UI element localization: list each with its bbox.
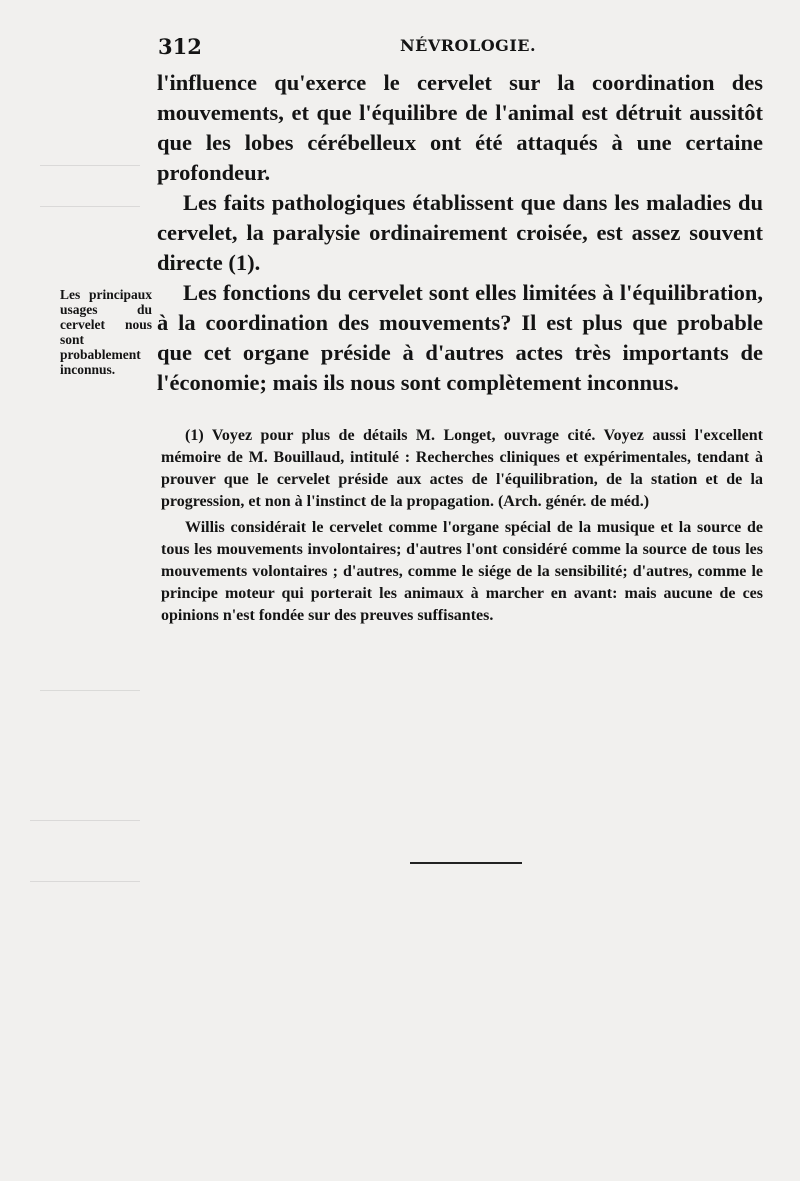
margin-note: Les principaux usages du cervelet nous sont probablement inconnus. xyxy=(60,287,152,377)
paragraph-3: Les fonctions du cervelet sont elles limitées à l'équilibration, à la coordination des mouvements? Il est plus que probable que cet organe préside à d'autres actes très importants de l'économie; mais ils nous sont complètement inconnus. xyxy=(157,280,763,395)
main-text xyxy=(157,68,763,398)
show-through-texture xyxy=(40,690,140,711)
footnote-continuation: Willis considérait le cervelet comme l'organe spécial de la musique et la source de tous les mouvements involontaires; d'autres l'ont considéré comme la source de tous les mouvements volontaires ; d'autres, comme le siége de la sensibilité; d'autres, comme le principe moteur qui porterait les animaux à marcher en avant: mais aucune de ces opinions n'est fondée sur des preuves suffisantes. xyxy=(161,519,763,624)
show-through-texture xyxy=(30,820,140,882)
page-header xyxy=(150,34,760,64)
section-divider xyxy=(410,862,522,864)
paragraph-2: Les faits pathologiques établissent que dans les maladies du cervelet, la paralysie ordinairement croisée, est assez souvent directe (1). xyxy=(157,190,763,275)
paragraph-1: l'influence qu'exerce le cervelet sur la coordination des mouvements, et que l'équilibre de l'animal est détruit aussitôt que les lobes cérébelleux ont été attaqués à une certaine profondeur. xyxy=(157,70,763,185)
footnote xyxy=(161,425,763,627)
show-through-texture xyxy=(40,165,140,207)
footnote-text: (1) Voyez pour plus de détails M. Longet, ouvrage cité. Voyez aussi l'excellent mémoire de M. Bouillaud, intitulé : Recherches cliniques et expérimentales, tendant à prouver que le cervelet préside aux actes de l'équilibration, de la station et de la progression, et non à l'instinct de la propagation. (Arch. génér. de méd.) xyxy=(161,427,763,510)
running-title: NÉVROLOGIE. xyxy=(400,36,537,55)
page-number: 312 xyxy=(158,34,202,59)
